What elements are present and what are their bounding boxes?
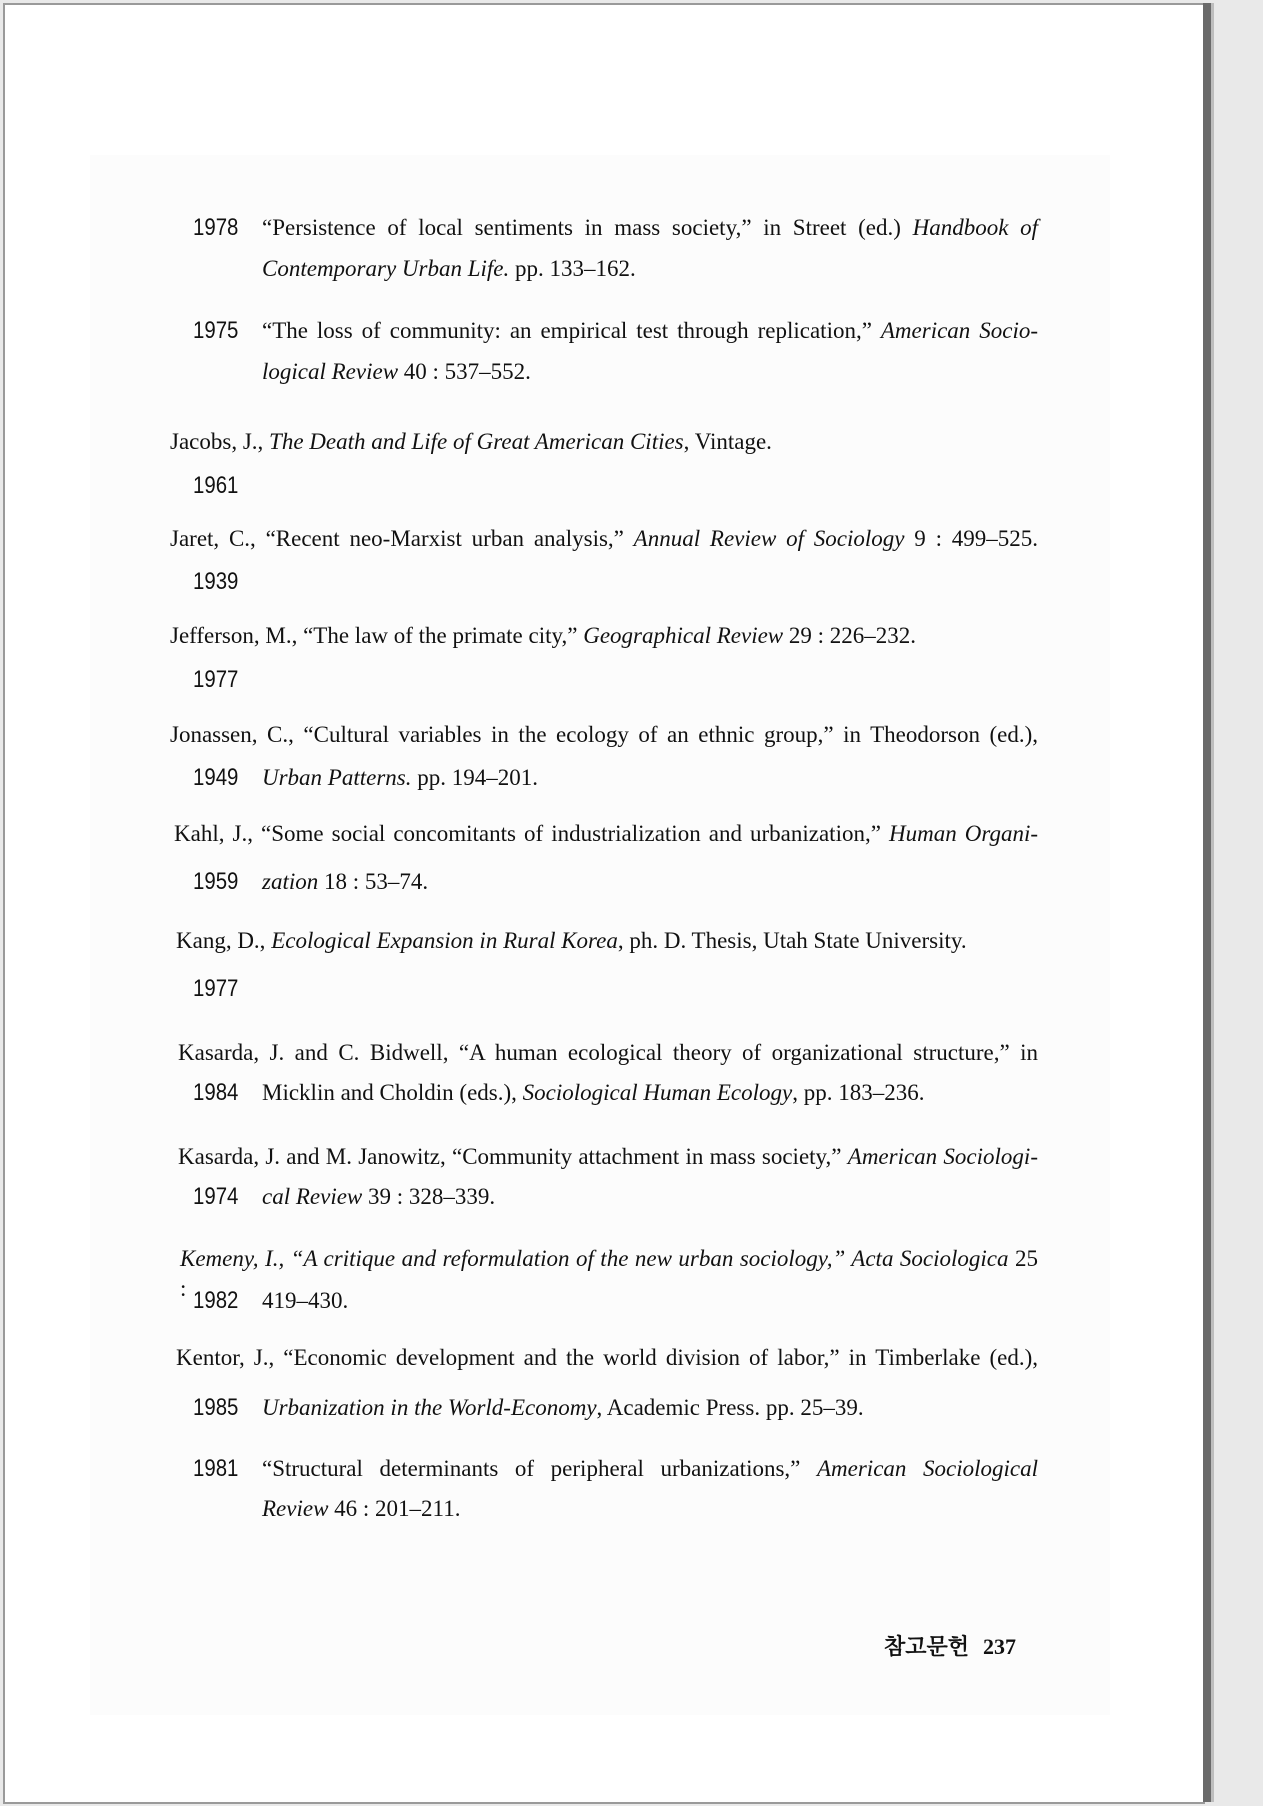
page-footer [884,1632,1016,1662]
reference-text: , ph. D. Thesis, Utah State University. [617,928,967,953]
italic-title: Kemeny, I., “A critique and reformulation of the new urban sociology,” [180,1246,852,1271]
reference-year: 1959 [193,868,239,895]
reference-author-line [170,720,1038,750]
reference-text: , Vintage. [683,429,772,454]
italic-title: logical Review [262,359,399,384]
reference-text: pp. 194–201. [411,765,538,790]
reference-author-line [170,621,916,651]
page-number: 237 [983,1634,1017,1659]
italic-title: American Socio- [880,318,1038,343]
reference-year: 1974 [193,1183,239,1210]
reference-text: 39 : 328–339. [362,1184,496,1209]
reference-text: pp. 133–162. [509,256,636,281]
italic-title: Handbook of [912,215,1038,240]
reference-text: Kang, D., [176,928,272,953]
reference-text: Kahl, J., “Some social concomitants of industrialization and urbanization,” [174,821,889,846]
reference-text: , Academic Press. pp. 25–39. [596,1395,864,1420]
reference-text: 9 : 499–525. [904,526,1038,551]
reference-text-line [262,1286,348,1316]
reference-text-line [262,357,531,387]
reference-text: 419–430. [262,1288,349,1313]
reference-text: Micklin and Choldin (eds.), [262,1080,523,1105]
page-edge [1203,3,1211,1802]
italic-title: zation [262,869,319,894]
reference-text-line [262,254,636,284]
italic-title: The Death and Life of Great American Cities [269,429,684,454]
reference-year: 1949 [193,764,239,791]
reference-text: Jefferson, M., “The law of the primate city,” [170,623,584,648]
reference-year: 1939 [193,568,239,595]
reference-author-line [178,1142,1038,1172]
reference-year: 1985 [193,1394,239,1421]
reference-author-line [176,1343,1038,1373]
italic-title: Review [262,1496,329,1521]
reference-author-line [170,524,1038,554]
reference-text-line [262,1454,1038,1484]
reference-text-line [262,867,428,897]
reference-text-line [262,1182,495,1212]
reference-text: “Persistence of local sentiments in mass society,” in Street (ed.) [262,215,913,240]
reference-text: , pp. 183–236. [792,1080,925,1105]
italic-title: Geographical Review [583,623,784,648]
reference-text: 18 : 53–74. [318,869,429,894]
reference-text-line [262,316,1038,346]
reference-author-line [174,819,1038,849]
italic-title: Sociological Human Ecology [522,1080,793,1105]
page-edge-shadow [1211,3,1214,1802]
reference-text: 46 : 201–211. [328,1496,461,1521]
reference-text: Jaret, C., “Recent neo-Marxist urban analysis,” [170,526,634,551]
reference-year: 1975 [193,317,239,344]
italic-title: Urban Patterns. [262,765,412,790]
reference-author-line [170,427,772,457]
reference-text: Kasarda, J. and C. Bidwell, “A human ecological theory of organizational structure,” in [178,1040,1038,1065]
italic-title: American Sociological [816,1456,1038,1481]
italic-title: Acta Sociologica [851,1246,1009,1271]
reference-year: 1984 [193,1079,239,1106]
footer-section-title: 참고문헌 [884,1634,970,1659]
reference-text: 40 : 537–552. [398,359,531,384]
reference-author-line [176,926,967,956]
reference-text: “The loss of community: an empirical test through replication,” [262,318,881,343]
italic-title: Annual Review of Sociology [633,526,905,551]
reference-text: Jacobs, J., [170,429,270,454]
reference-year: 1982 [193,1287,239,1314]
reference-year: 1977 [193,975,239,1002]
reference-author-line [178,1038,1038,1068]
reference-text-line [262,1494,460,1524]
reference-year: 1981 [193,1455,239,1482]
reference-text: Jonassen, C., “Cultural variables in the ecology of an ethnic group,” in Theodorson (ed.), [170,722,1038,747]
italic-title: Human Organi- [888,821,1038,846]
reference-text: “Structural determinants of peripheral urbanizations,” [262,1456,817,1481]
reference-text: 25 : [180,1246,1038,1301]
reference-text-line [262,1393,864,1423]
reference-text: Kasarda, J. and M. Janowitz, “Community attachment in mass society,” [178,1144,848,1169]
reference-year: 1977 [193,666,239,693]
italic-title: American Sociologi- [847,1144,1038,1169]
reference-text: Kentor, J., “Economic development and the world division of labor,” in Timberlake (ed.), [176,1345,1038,1370]
italic-title: cal Review [262,1184,363,1209]
reference-year: 1961 [193,472,239,499]
reference-text: 29 : 226–232. [783,623,917,648]
italic-title: Urbanization in the World-Economy [262,1395,597,1420]
italic-title: Contemporary Urban Life. [262,256,510,281]
reference-text-line [262,213,1038,243]
italic-title: Ecological Expansion in Rural Korea [271,928,618,953]
reference-text-line [262,1078,924,1108]
reference-year: 1978 [193,214,239,241]
reference-text-line [262,763,538,793]
